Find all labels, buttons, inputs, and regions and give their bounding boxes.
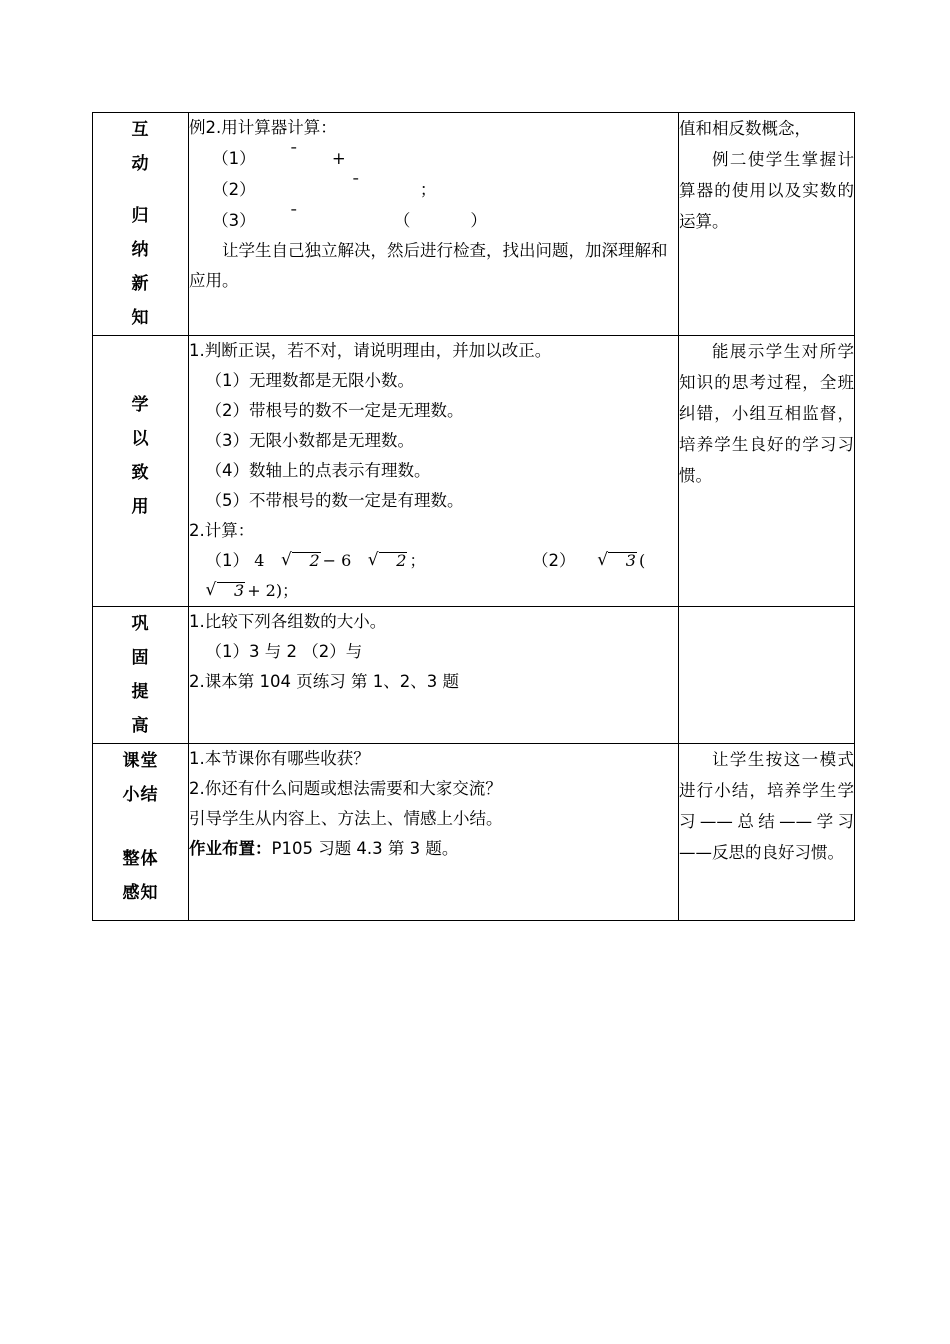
row-note-interactive-induction [679,113,855,336]
label-char: 巩 [131,614,150,634]
row-note-summary [679,744,855,921]
row-content-summary [189,744,679,921]
item-number: （1） [212,149,256,168]
example-item-3 [189,205,678,236]
summary-question-1: 1.本节课你有哪些收获？ [189,749,370,768]
judgement-item: （4）数轴上的点表示有理数。 [205,461,431,480]
label-char: 归 [131,206,150,226]
table-row [93,744,855,921]
lesson-plan-table [92,112,855,921]
note-line: 例二使学生掌握计算器的使用以及实数的运算。 [679,150,854,231]
expr-part: ¯ [351,176,360,195]
homework-value: P105 习题 4.3 第 3 题。 [271,839,459,858]
label-char: 致 [131,463,150,483]
label-char: 整体 [122,849,159,869]
note-line: 值和相反数概念， [679,119,811,138]
label-char: 课堂 [122,751,159,771]
label-char: 高 [131,716,150,736]
label-char: 感知 [122,883,159,903]
row-note-apply-knowledge [679,336,855,607]
note-line: 能展示学生对所学知识的思考过程，全班纠错，小组互相监督，培养学生良好的学习习惯。 [679,342,854,485]
calc-expression-1: 4 √ 2 − 6 √ 2 ； [254,551,425,570]
calc-expression-2: √ 3 (√ 3 + 2)； [189,551,645,600]
expr-part: （ [393,211,411,230]
label-char: 知 [131,308,150,328]
item-number: （2） [532,551,576,570]
judgement-item: （3）无限小数都是无理数。 [205,431,414,450]
calc-heading: 2.计算： [189,521,255,540]
row-content-interactive-induction [189,113,679,336]
homework-line [189,834,678,864]
spacer [189,296,678,324]
judgement-item: （2）带根号的数不一定是无理数。 [205,401,464,420]
label-char: 动 [131,154,150,174]
item-number: （2） [212,180,256,199]
label-space [93,812,188,842]
expr-part: ） [470,211,487,230]
label-char: 纳 [131,240,150,260]
example-paragraph: 让学生自己独立解决，然后进行检查，找出问题，加深理解和应用。 [189,241,668,290]
label-char: 以 [131,429,150,449]
row-content-apply-knowledge [189,336,679,607]
textbook-line: 2.课本第 104 页练习 第 1、2、3 题 [189,672,459,691]
judgement-item: （1）无理数都是无限小数。 [205,371,414,390]
example-item-2 [189,174,678,205]
spacer [189,864,678,920]
table-row [93,607,855,744]
row-label-consolidate [93,607,189,744]
judgement-item: （5）不带根号的数一定是有理数。 [205,491,464,510]
compare-heading: 1.比较下列各组数的大小。 [189,612,387,631]
row-label-summary [93,744,189,921]
label-char: 小结 [122,785,159,805]
label-char: 新 [131,274,150,294]
label-char: 提 [131,682,150,702]
label-char: 固 [131,648,150,668]
homework-label: 作业布置： [189,839,272,858]
judgement-heading: 1.判断正误，若不对，请说明理由，并加以改正。 [189,341,552,360]
example-heading: 例2.用计算器计算： [189,118,337,137]
label-char: 互 [131,120,150,140]
calc-items [189,546,678,606]
summary-guide: 引导学生从内容上、方法上、情感上小结。 [189,809,503,828]
row-label-interactive-induction [93,113,189,336]
item-number: （3） [212,211,256,230]
summary-question-2: 2.你还有什么问题或想法需要和大家交流？ [189,779,502,798]
example-item-1 [189,143,678,174]
label-char: 用 [131,497,150,517]
row-content-consolidate [189,607,679,744]
label-space [93,336,188,388]
expr-part: ¯ [289,207,298,226]
note-line: 让学生按这一模式进行小结，培养学生学习——总结——学习——反思的良好习惯。 [679,750,854,862]
compare-line: （1）3 与 2 （2）与 [205,642,363,661]
table-row [93,113,855,336]
table-row [93,336,855,607]
row-label-apply-knowledge [93,336,189,607]
label-char: 学 [131,395,150,415]
expr-part: ； [419,180,437,199]
expr-part: + [331,149,346,168]
label-space [93,181,188,199]
item-number: （1） [205,551,249,570]
expr-part: ¯ [289,145,298,164]
row-note-consolidate [679,607,855,744]
